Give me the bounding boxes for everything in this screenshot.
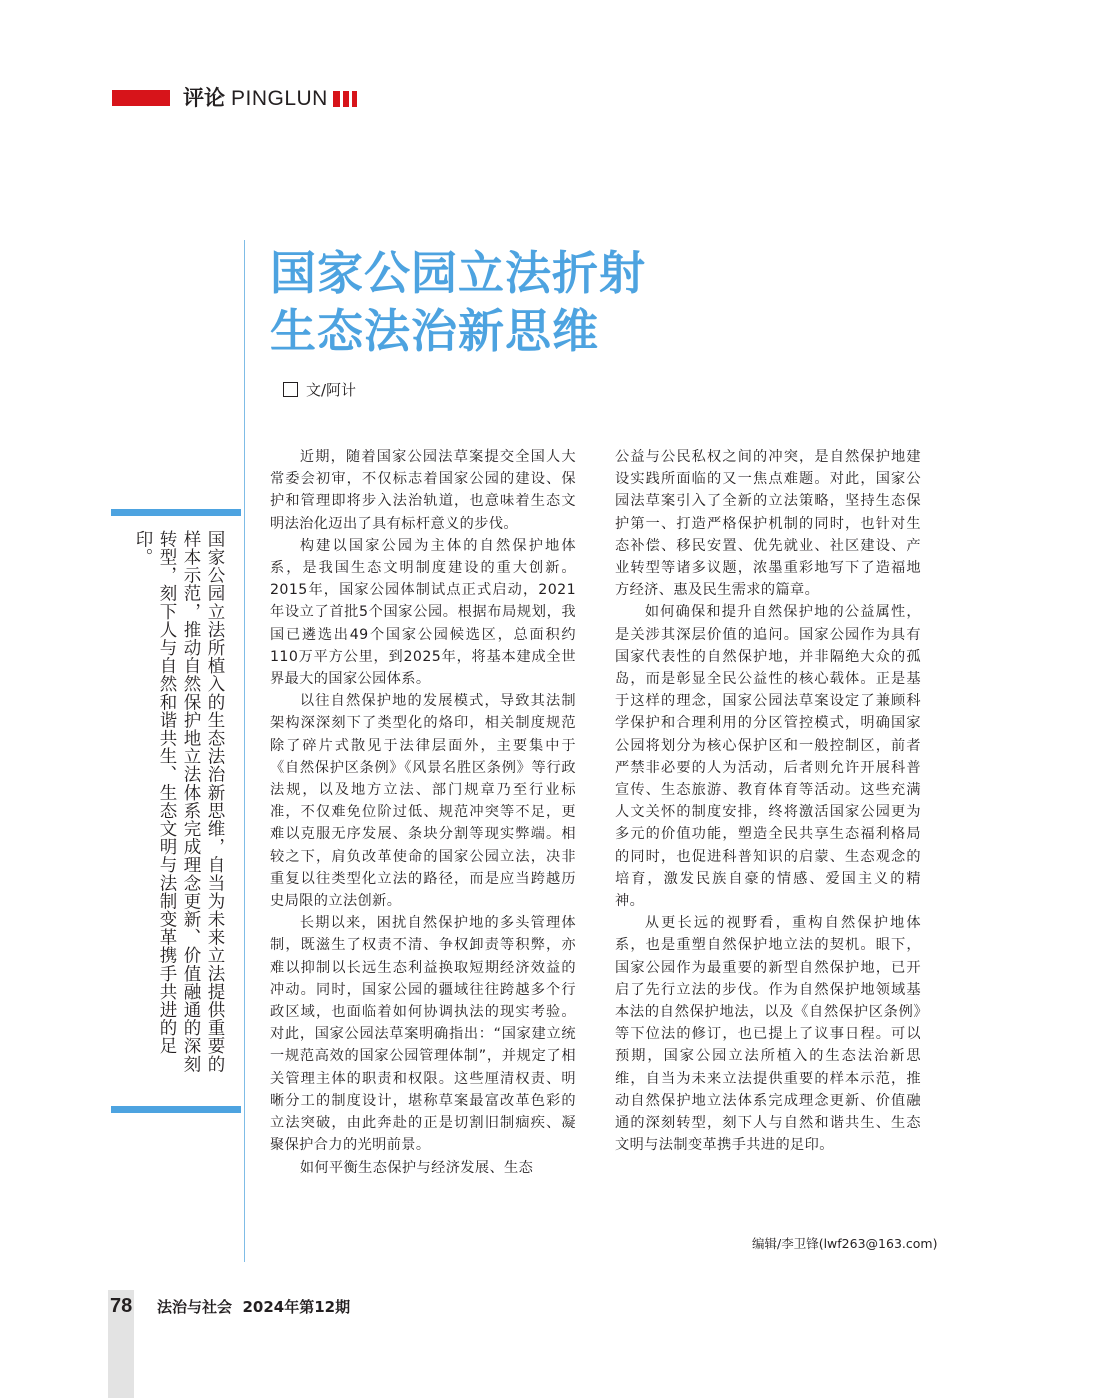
editor-credit: 编辑/李卫锋(lwf263@163.com) (752, 1236, 938, 1251)
byline (283, 380, 356, 400)
header-stripe (343, 91, 349, 107)
page-number: 78 (110, 1295, 133, 1317)
paragraph: 如何平衡生态保护与经济发展、生态 (299, 1159, 534, 1176)
byline-text: 文/阿计 (306, 381, 357, 399)
pull-quote: 国家公园立法所植入的生态法治新思维，自当为未来立法提供重要的样本示范，推动自然保护地立法体系完成理念更新、价值融通的深刻转型，刻下人与自然和谐共生、生态文明与法制变革携手共进的足印。 (133, 530, 225, 1073)
paragraph: 近期，随着国家公园法草案提交全国人大常委会初审，不仅标志着国家公园的建设、保护和管理即将步入法治轨道，也意味着生态文明法治化迈出了具有标杆意义的步伐。 (270, 449, 576, 532)
title-vertical-rule (244, 240, 245, 1262)
title-line-2: 生态法治新思维 (270, 304, 599, 358)
paragraph: 以往自然保护地的发展模式，导致其法制架构深深刻下了类型化的烙印，相关制度规范除了碎片式散见于法律层面外，主要集中于《自然保护区条例》《风景名胜区条例》等行政法规，以及地方立法、部门规章乃至行业标准，不仅难免位阶过低、规范冲突等不足，更难以克服无序发展、条块分割等现实弊端。相较之下，肩负改革使命的国家公园立法，决非重复以往类型化立法的路径，而是应当跨越历史局限的立法创新。 (270, 693, 576, 910)
paragraph: 长期以来，困扰自然保护地的多头管理体制，既滋生了权责不清、争权卸责等积弊，亦难以抑制以长远生态利益换取短期经济效益的冲动。同时，国家公园的疆域往往跨越多个行政区域，也面临着如何协调执法的现实考验。对此，国家公园法草案明确指出：“国家建立统一规范高效的国家公园管理体制”，并规定了相关管理主体的职责和权限。这些厘清权责、明晰分工的制度设计，堪称草案最富改革色彩的立法突破，由此奔赴的正是切割旧制痼疾、凝聚保护合力的光明前景。 (270, 915, 576, 1154)
header-stripe (333, 91, 340, 107)
section-label-en: PINGLUN (231, 87, 328, 110)
section-label (183, 85, 328, 112)
pull-quote-bottom-bar (111, 1106, 241, 1113)
body-column-right (615, 446, 921, 1157)
paragraph: 从更长远的视野看，重构自然保护地体系，也是重塑自然保护地立法的契机。眼下，国家公园作为最重要的新型自然保护地，已开启了先行立法的步伐。作为自然保护地领域基本法的自然保护地法，以及《自然保护区条例》等下位法的修订，也已提上了议事日程。可以预期，国家公园立法所植入的生态法治新思维，自当为未来立法提供重要的样本示范，推动自然保护地立法体系完成理念更新、价值融通的深刻转型，刻下人与自然和谐共生、生态文明与法制变革携手共进的足印。 (615, 915, 921, 1154)
header-stripe (352, 91, 357, 107)
publication-issue: 法治与社会 2024年第12期 (157, 1298, 351, 1316)
paragraph: 如何确保和提升自然保护地的公益属性，是关涉其深层价值的追问。国家公园作为具有国家代表性的自然保护地，并非隔绝大众的孤岛，而是彰显全民公益性的核心载体。正是基于这样的理念，国家公园法草案设定了兼顾科学保护和合理利用的分区管控模式，明确国家公园将划分为核心保护区和一般控制区，前者严禁非必要的人为活动，后者则允许开展科普宣传、生态旅游、教育体育等活动。这些充满人文关怀的制度安排，终将激活国家公园更为多元的价值功能，塑造全民共享生态福利格局的同时，也促进科普知识的启蒙、生态观念的培育，激发民族自豪的情感、爱国主义的精神。 (615, 604, 921, 910)
paragraph: 公益与公民私权之间的冲突，是自然保护地建设实践所面临的又一焦点难题。对此，国家公园法草案引入了全新的立法策略，坚持生态保护第一、打造严格保护机制的同时，也针对生态补偿、移民安置、优先就业、社区建设、产业转型等诸多议题，浓墨重彩地写下了造福地方经济、惠及民生需求的篇章。 (615, 449, 921, 599)
byline-box-icon (283, 382, 298, 397)
title-line-1: 国家公园立法折射 (270, 246, 646, 300)
header-red-bar (112, 90, 170, 106)
paragraph: 构建以国家公园为主体的自然保护地体系，是我国生态文明制度建设的重大创新。2015年，国家公园体制试点正式启动，2021年设立了首批5个国家公园。根据布局规划，我国已遴选出49个国家公园候选区，总面积约110万平方公里，到2025年，将基本建成全世界最大的国家公园体系。 (270, 537, 576, 688)
section-label-zh: 评论 (183, 86, 225, 110)
pull-quote-top-bar (111, 509, 241, 516)
body-column-left (270, 446, 576, 1179)
article-title (270, 244, 646, 360)
